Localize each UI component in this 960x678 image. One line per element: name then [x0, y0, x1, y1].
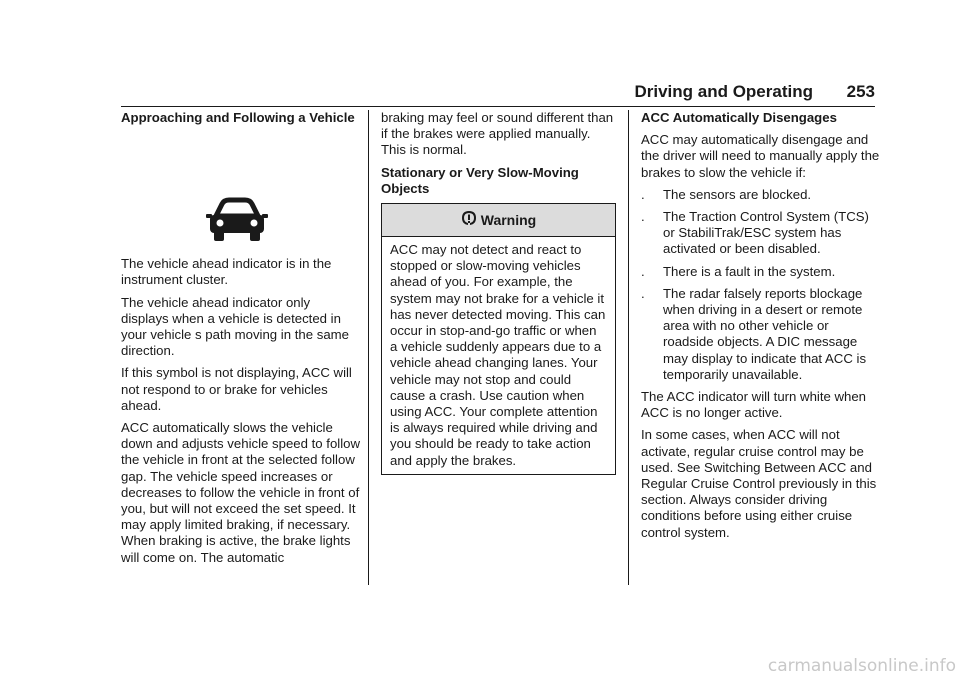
heading-approaching: Approaching and Following a Vehicle	[121, 110, 355, 125]
bullet-text: The radar falsely reports blockage when driving in a desert or remote area with no other vehicle or roadside objects. A DIC message may display to indicate that ACC is temporarily unavailable.	[663, 285, 867, 382]
list-item	[641, 209, 881, 258]
paragraph: ACC automatically slows the vehicle down and adjusts vehicle speed to follow the vehicle in front at the selected follow gap. The vehicle speed increases or decreases to follow the vehicle in front of you, but will not exceed the set speed. It may apply limited braking, if necessary. When braking is active, the brake lights will come on. The automatic	[121, 420, 360, 565]
warning-title: Warning	[480, 211, 537, 228]
paragraph: braking may feel or sound different than if the brakes were applied manually. This is normal.	[381, 110, 614, 158]
list-item	[641, 187, 881, 203]
watermark: carmanualsonline.info	[767, 656, 956, 676]
bullet-marker: .	[641, 209, 645, 225]
heading-acc-disengages: ACC Automatically Disengages	[641, 110, 837, 125]
paragraph: In some cases, when ACC will not activate, regular cruise control may be used. See Switching Between ACC and Regular Cruise Control previously in this section. Always consider driving conditions before using either cruise control system.	[641, 427, 877, 540]
bullet-marker: .	[641, 186, 645, 202]
warning-body: ACC may not detect and react to stopped or slow-moving vehicles ahead of you. For example, the system may not brake for a vehicle it has never detected moving. This can occur in stop-and-go traffic or when a vehicle suddenly appears due to a vehicle ahead changing lanes. Your vehicle may not stop and could cause a crash. Use caution when using ACC. Your complete attention is always required while driving and you should be ready to take action and apply the brakes.	[390, 242, 606, 468]
paragraph: ACC may automatically disengage and the driver will need to manually apply the brakes to slow the vehicle if:	[641, 132, 880, 180]
bullet-text: The Traction Control System (TCS) or StabiliTrak/ESC system has activated or been disabled.	[663, 209, 869, 257]
column-right	[641, 110, 881, 547]
section-title: Driving and Operating	[634, 82, 813, 101]
column-middle	[381, 110, 616, 475]
heading-stationary-objects: Stationary or Very Slow-Moving Objects	[381, 164, 579, 196]
paragraph: The vehicle ahead indicator is in the instrument cluster.	[121, 256, 332, 288]
bullet-marker: .	[641, 263, 645, 279]
page-header	[121, 82, 875, 107]
vehicle-ahead-icon	[121, 132, 361, 256]
paragraph: The vehicle ahead indicator only displays when a vehicle is detected in your vehicle s path moving in the same direction.	[121, 294, 349, 359]
list-item	[641, 286, 881, 383]
warning-icon	[461, 210, 477, 229]
paragraph: If this symbol is not displaying, ACC will not respond to or brake for vehicles ahead.	[121, 365, 352, 413]
bullet-marker: .	[641, 285, 645, 301]
column-divider	[628, 110, 629, 585]
bullet-text: The sensors are blocked.	[663, 186, 812, 202]
paragraph: The ACC indicator will turn white when ACC is no longer active.	[641, 389, 867, 421]
column-left	[121, 110, 361, 572]
warning-box	[381, 203, 616, 475]
list-item	[641, 264, 881, 280]
bullet-text: There is a fault in the system.	[663, 263, 836, 279]
column-divider	[368, 110, 369, 585]
warning-header	[382, 204, 615, 237]
page-number: 253	[846, 82, 875, 101]
